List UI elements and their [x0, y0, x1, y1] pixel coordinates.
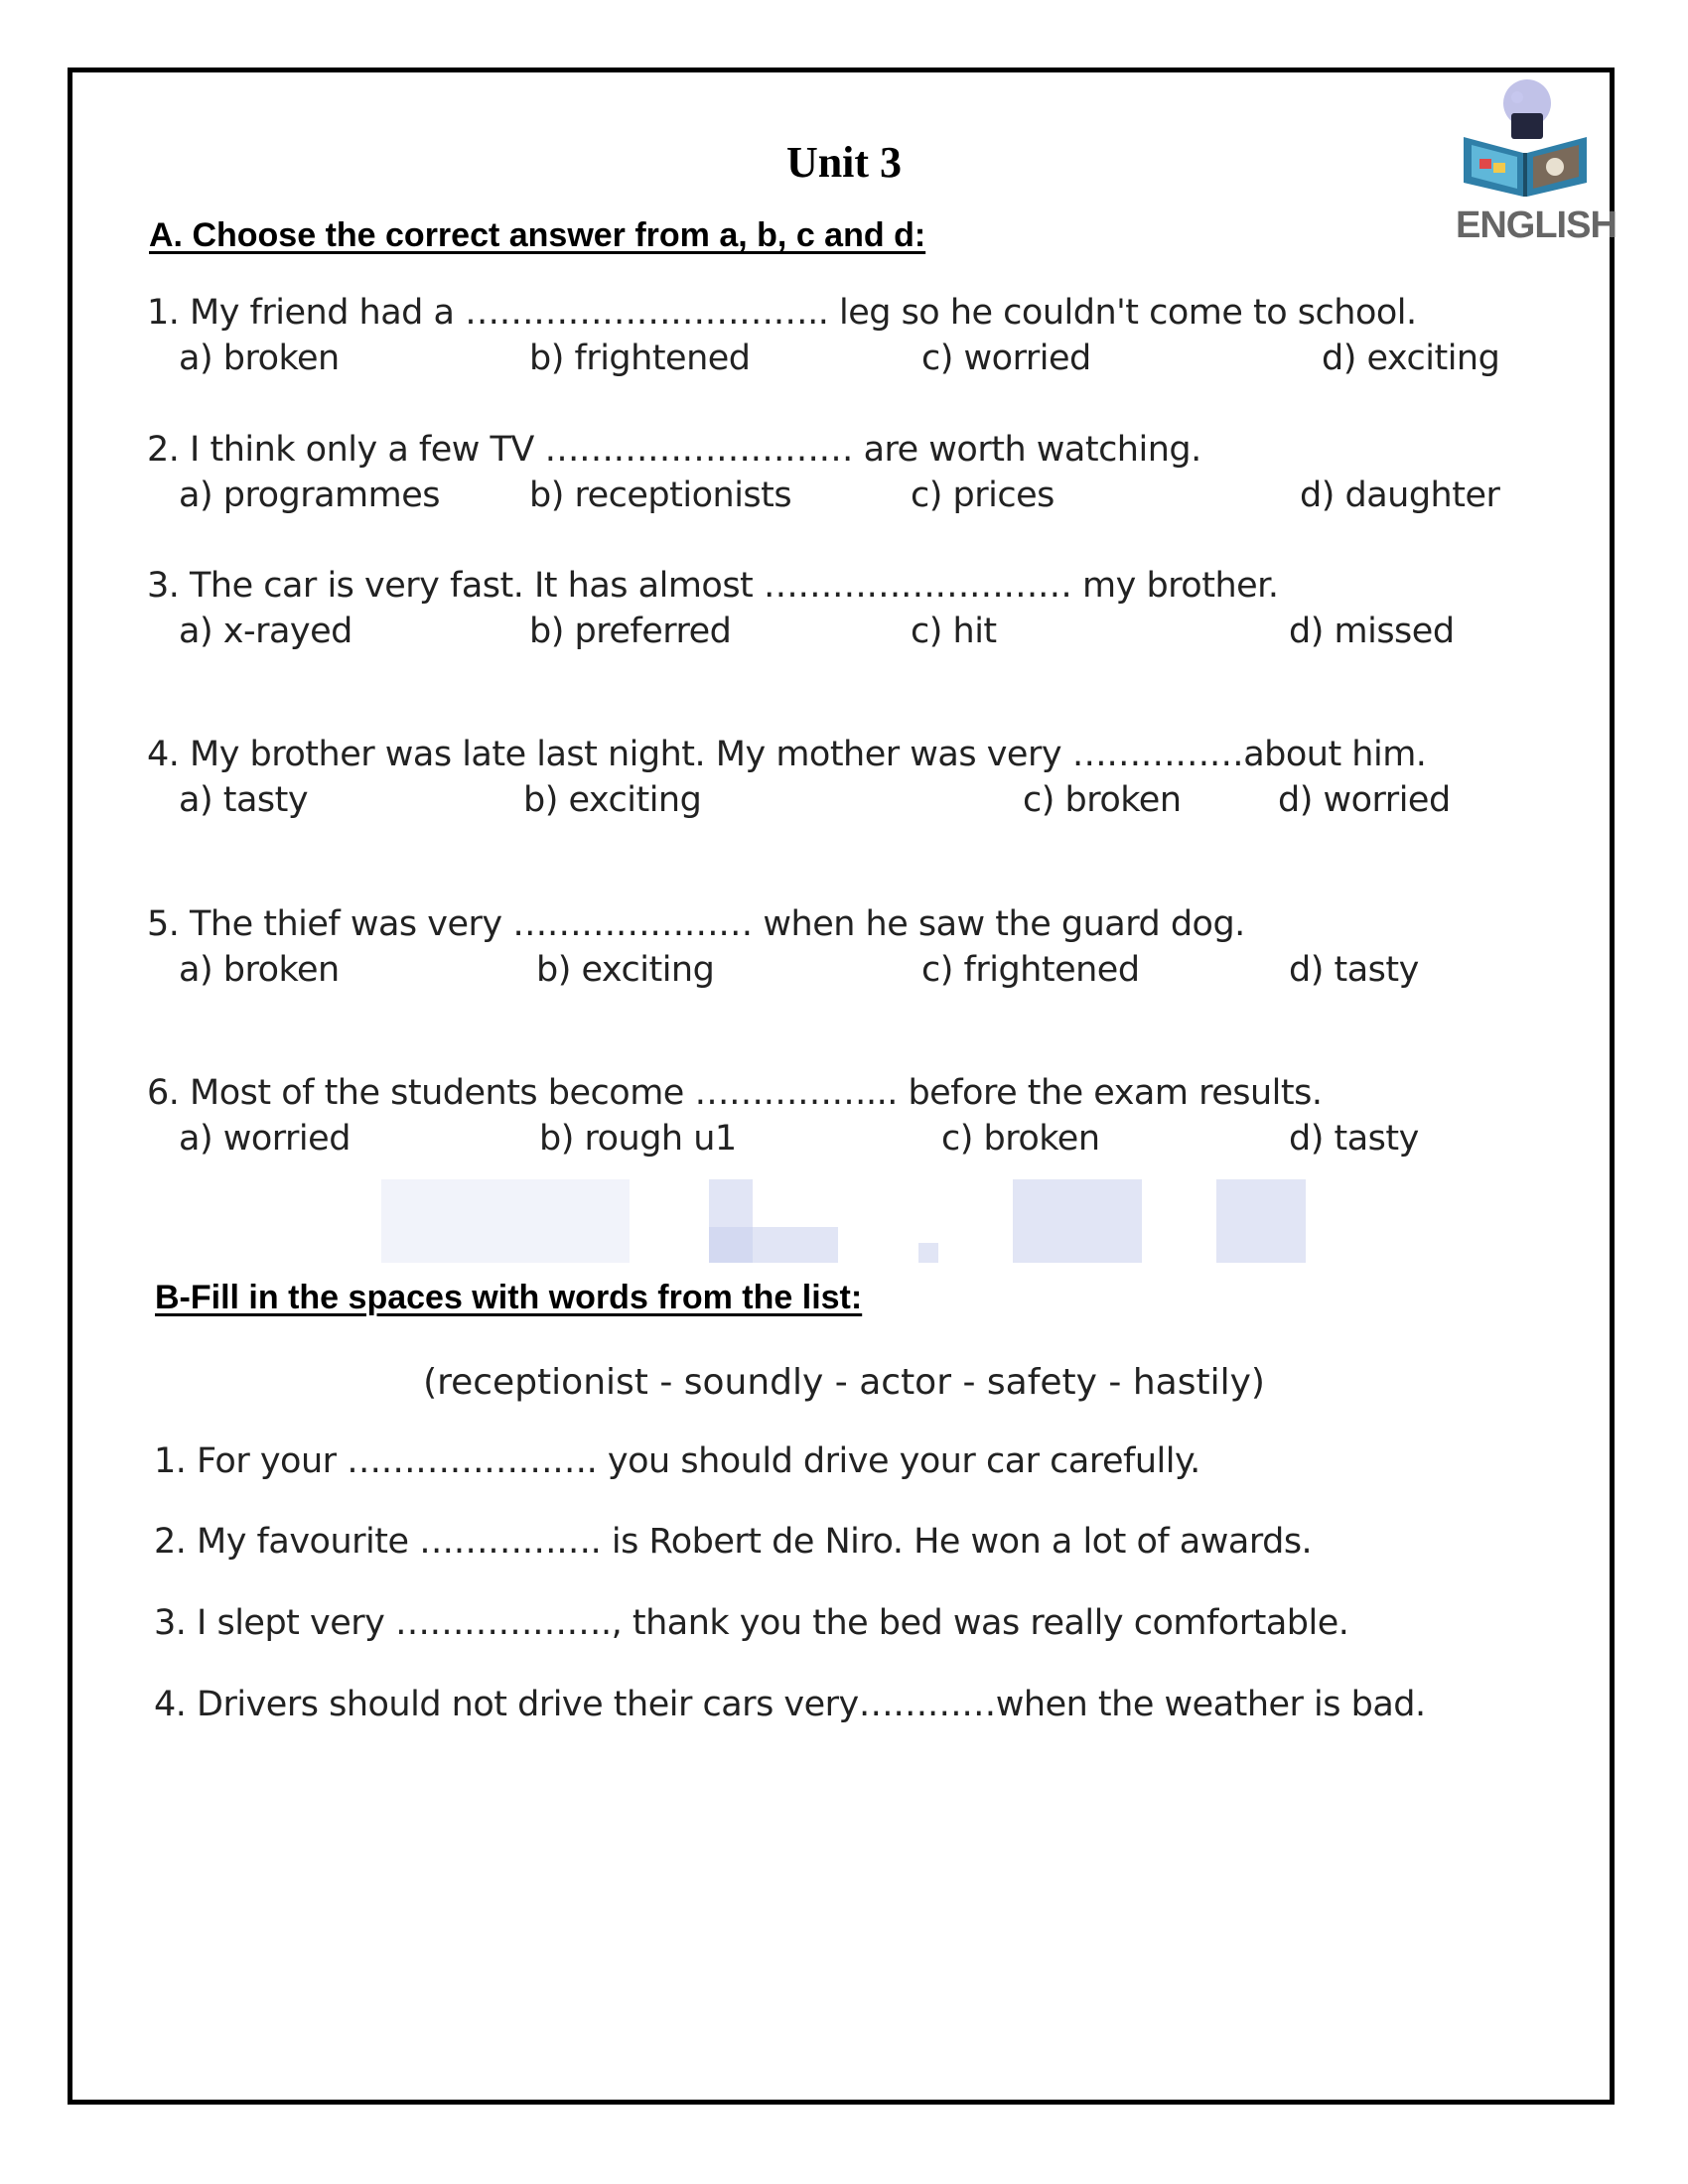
english-logo — [1456, 75, 1617, 254]
question-2-option-b[interactable]: b) receptionists — [529, 476, 792, 515]
english-book-logo-icon — [1456, 75, 1595, 205]
section-b-heading: B-Fill in the spaces with words from the list: — [155, 1279, 863, 1316]
question-6-option-b[interactable]: b) rough u1 — [539, 1119, 737, 1159]
question-1-option-c[interactable]: c) worried — [921, 339, 1091, 378]
question-3-option-b[interactable]: b) preferred — [529, 612, 732, 651]
section-a-heading: A. Choose the correct answer from a, b, c and d: — [149, 216, 926, 254]
question-2-option-a[interactable]: a) programmes — [179, 476, 440, 515]
fill-item-4: 4. Drivers should not drive their cars very…………when the weather is bad. — [154, 1685, 1426, 1724]
question-5-option-a[interactable]: a) broken — [179, 950, 340, 990]
question-5-option-c[interactable]: c) frightened — [921, 950, 1140, 990]
question-4: 4. My brother was late last night. My mother was very ……………about him. — [147, 735, 1427, 774]
question-1-option-b[interactable]: b) frightened — [529, 339, 751, 378]
question-1: 1. My friend had a ………………………….. leg so he couldn't come to school. — [147, 293, 1417, 333]
question-3-option-a[interactable]: a) x-rayed — [179, 612, 352, 651]
question-4-option-a[interactable]: a) tasty — [179, 780, 309, 820]
question-2: 2. I think only a few TV ……………………… are worth watching. — [147, 430, 1201, 470]
watermark-block — [709, 1227, 838, 1263]
question-2-option-c[interactable]: c) prices — [911, 476, 1055, 515]
question-4-option-c[interactable]: c) broken — [1023, 780, 1182, 820]
question-3: 3. The car is very fast. It has almost ……………………… my brother. — [147, 566, 1279, 606]
question-5-option-b[interactable]: b) exciting — [536, 950, 715, 990]
watermark-block — [1013, 1179, 1142, 1263]
question-4-option-d[interactable]: d) worried — [1278, 780, 1451, 820]
question-1-option-d[interactable]: d) exciting — [1322, 339, 1500, 378]
question-5-option-d[interactable]: d) tasty — [1289, 950, 1419, 990]
fill-item-3: 3. I slept very ………………., thank you the bed was really comfortable. — [154, 1603, 1349, 1643]
page-title: Unit 3 — [785, 138, 903, 187]
fill-item-2: 2. My favourite ……………. is Robert de Niro. He won a lot of awards. — [154, 1522, 1313, 1562]
question-4-option-b[interactable]: b) exciting — [523, 780, 702, 820]
question-2-option-d[interactable]: d) daughter — [1300, 476, 1500, 515]
question-3-option-d[interactable]: d) missed — [1289, 612, 1455, 651]
question-6-option-c[interactable]: c) broken — [941, 1119, 1100, 1159]
question-6: 6. Most of the students become ……………... before the exam results. — [147, 1073, 1323, 1113]
question-1-option-a[interactable]: a) broken — [179, 339, 340, 378]
watermark-block — [918, 1243, 938, 1263]
fill-item-1: 1. For your …………………. you should drive your car carefully. — [154, 1441, 1200, 1481]
watermark-block — [1216, 1179, 1306, 1263]
question-6-option-d[interactable]: d) tasty — [1289, 1119, 1419, 1159]
question-5: 5. The thief was very ………………… when he saw the guard dog. — [147, 904, 1245, 944]
question-3-option-c[interactable]: c) hit — [911, 612, 997, 651]
word-list: (receptionist - soundly - actor - safety - hastily) — [423, 1362, 1265, 1403]
logo-label: ENGLISH — [1456, 205, 1617, 246]
watermark-block — [381, 1179, 630, 1263]
question-6-option-a[interactable]: a) worried — [179, 1119, 351, 1159]
